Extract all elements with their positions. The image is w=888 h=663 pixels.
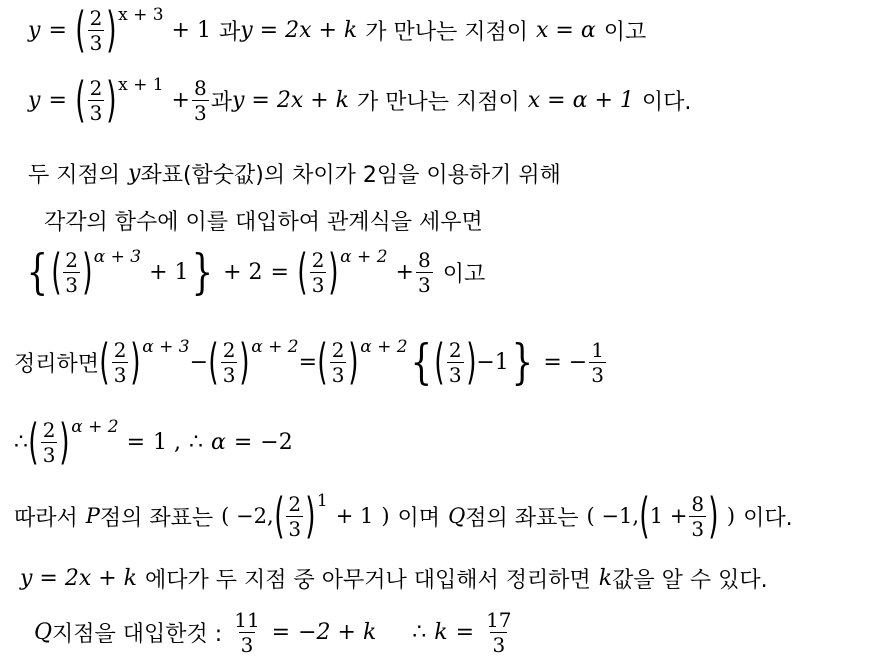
denominator: 3 (492, 633, 506, 657)
korean-text: 가 만나는 지점이 (357, 89, 520, 115)
numerator: 2 (89, 75, 103, 100)
korean-text: 두 지점의 (28, 163, 121, 188)
exponent: x + 3 (118, 5, 164, 25)
numerator: 2 (65, 247, 79, 272)
exponent: α + 2 (340, 247, 388, 267)
explanation-line-4 (44, 205, 483, 236)
left-brace: { (26, 244, 48, 300)
korean-text: 점의 좌표는 (465, 505, 579, 531)
result-line-10 (34, 610, 516, 655)
therefore-symbol: ∴ (14, 429, 28, 455)
korean-text: 이며 (397, 505, 441, 531)
korean-text: 따라서 (14, 505, 78, 531)
denominator: 3 (311, 272, 325, 297)
denominator: 3 (288, 516, 302, 541)
one-plus: 1 + (649, 504, 688, 528)
left-paren: ( (297, 244, 308, 300)
denominator: 3 (691, 516, 705, 541)
fraction (192, 75, 209, 125)
plus-term: + 1 (171, 17, 211, 43)
right-brace: } (191, 244, 213, 300)
numerator: 17 (486, 608, 512, 632)
fraction (330, 337, 347, 387)
linear-equation: y = 2x + k (231, 87, 349, 113)
korean-text: 점의 좌표는 (99, 505, 214, 531)
korean-text: 좌표(함숫값)의 차이가 2임을 이용하기 위해 (140, 163, 561, 188)
equals-sign: = (48, 87, 67, 113)
explanation-line-3 (28, 158, 561, 189)
fraction (112, 337, 129, 387)
fraction (484, 610, 513, 655)
korean-text: 각각의 함수에 이를 대입하여 관계식을 세우면 (44, 210, 483, 235)
denominator: 3 (331, 362, 345, 387)
numerator: 1 (591, 337, 604, 362)
coordinates-line-8 (14, 488, 793, 544)
exponent: α + 3 (142, 337, 190, 357)
fraction (88, 75, 105, 125)
right-paren: ) (130, 334, 142, 390)
right-paren: ) (59, 414, 70, 470)
fraction (310, 247, 327, 297)
equals-sign: = (48, 17, 67, 43)
korean-text: 정리하면 (14, 351, 100, 377)
right-paren: ) (348, 334, 360, 390)
denominator: 3 (417, 272, 431, 297)
numerator: 2 (311, 247, 325, 272)
equation-line-5 (24, 244, 486, 300)
linear-equation: y = 2x + k (20, 566, 138, 591)
minus-sign: − (189, 349, 209, 375)
right-brace: } (511, 334, 533, 390)
left-paren: ( (75, 2, 86, 58)
korean-text: 지점을 대입한것 : (52, 622, 223, 647)
left-paren: ( (639, 488, 650, 544)
plus-sign: + (171, 87, 190, 113)
coord-open: ( −1, (586, 504, 640, 528)
plus-term: + 1 (335, 504, 374, 528)
equation-line-1 (28, 2, 647, 58)
coord-close: ) (381, 504, 390, 528)
equals-sign: = (455, 620, 475, 645)
left-paren: ( (208, 334, 219, 390)
rhs-expression: −2 + k (298, 620, 377, 645)
intersection-point: x = α (536, 17, 596, 43)
left-paren: ( (434, 334, 445, 390)
fraction (232, 610, 261, 655)
var-k: k (598, 566, 613, 591)
korean-text: 값을 알 수 있다. (612, 568, 768, 593)
right-paren: ) (708, 488, 719, 544)
fraction (221, 337, 238, 387)
fraction (286, 491, 303, 541)
therefore-symbol: ∴ (412, 620, 427, 645)
left-paren: ( (99, 334, 110, 390)
numerator: 8 (193, 75, 207, 100)
left-brace: { (410, 334, 432, 390)
coord-open: ( −2, (221, 504, 274, 528)
minus-one: −1 (476, 349, 509, 375)
var-alpha: α (210, 429, 226, 455)
fraction (416, 247, 433, 297)
korean-text: 에다가 두 지점 중 아무거나 대입해서 정리하면 (145, 568, 591, 593)
korean-text: 가 만나는 지점이 (365, 19, 529, 45)
fraction (63, 247, 80, 297)
numerator: 2 (113, 337, 127, 362)
equals-sign: = (126, 429, 145, 455)
denominator: 3 (89, 30, 103, 55)
numerator: 11 (234, 608, 260, 632)
exponent: α + 2 (71, 417, 119, 437)
numerator: 2 (222, 337, 236, 362)
left-paren: ( (50, 244, 62, 300)
point-p: P (85, 504, 100, 528)
var-k: k (434, 620, 448, 645)
korean-text: 이다. (743, 505, 793, 531)
left-paren: ( (75, 72, 86, 128)
right-paren: ) (106, 2, 117, 58)
right-paren: ) (328, 244, 339, 300)
right-paren: ) (239, 334, 251, 390)
korean-text: 과 (210, 89, 232, 115)
var-y: y (28, 87, 41, 113)
equals-minus: = − (543, 349, 588, 375)
plus-term: + 1 (149, 259, 189, 285)
var-y: y (128, 161, 141, 186)
coord-close: ) (726, 504, 736, 528)
right-paren: ) (106, 72, 117, 128)
numerator: 2 (331, 337, 345, 362)
point-q: Q (34, 620, 53, 645)
exponent: α + 2 (251, 337, 299, 357)
numerator: 2 (288, 491, 302, 516)
right-paren: ) (465, 334, 477, 390)
right-paren: ) (305, 488, 316, 544)
plus-sign: + (395, 259, 414, 285)
equals-sign: = (298, 349, 318, 375)
denominator: 3 (113, 362, 127, 387)
exponent: α + 2 (360, 337, 408, 357)
korean-text: 이고 (603, 19, 647, 45)
equals-sign: = (233, 429, 253, 455)
equation-line-6 (14, 334, 608, 390)
denominator: 3 (222, 362, 236, 387)
numerator: 2 (89, 5, 103, 30)
denominator: 3 (65, 272, 79, 297)
explanation-line-9 (20, 563, 768, 594)
fraction (88, 5, 105, 55)
korean-text: 이고 (442, 261, 486, 287)
denominator: 3 (448, 362, 462, 387)
korean-text: 과 (218, 19, 241, 45)
point-q: Q (448, 504, 466, 528)
left-paren: ( (28, 414, 39, 470)
fraction (589, 337, 606, 387)
exponent: 1 (316, 491, 328, 511)
denominator: 3 (89, 100, 103, 125)
left-paren: ( (273, 488, 285, 544)
left-paren: ( (317, 334, 328, 390)
exponent: x + 1 (118, 75, 164, 95)
numerator: 2 (448, 337, 462, 362)
fraction (41, 417, 58, 467)
fraction (689, 491, 706, 541)
alpha-value: −2 (260, 429, 293, 455)
korean-text: 이다. (641, 89, 692, 115)
plus-term: + 2 (223, 259, 263, 285)
equation-line-7 (14, 414, 293, 470)
denominator: 3 (240, 633, 254, 657)
exponent: α + 3 (93, 247, 142, 267)
equation-line-2 (28, 72, 692, 128)
therefore-symbol: ∴ (188, 429, 203, 455)
denominator: 3 (193, 100, 207, 125)
denominator: 3 (591, 362, 604, 387)
value-one: 1 , (153, 429, 181, 455)
numerator: 8 (691, 491, 705, 516)
numerator: 2 (42, 417, 56, 442)
numerator: 8 (417, 247, 431, 272)
equals-sign: = (271, 620, 291, 645)
equals-sign: = (270, 259, 289, 285)
denominator: 3 (42, 442, 56, 467)
intersection-point: x = α + 1 (527, 87, 634, 113)
fraction (447, 337, 464, 387)
linear-equation: y = 2x + k (240, 17, 358, 43)
right-paren: ) (82, 244, 93, 300)
var-y: y (28, 17, 41, 43)
